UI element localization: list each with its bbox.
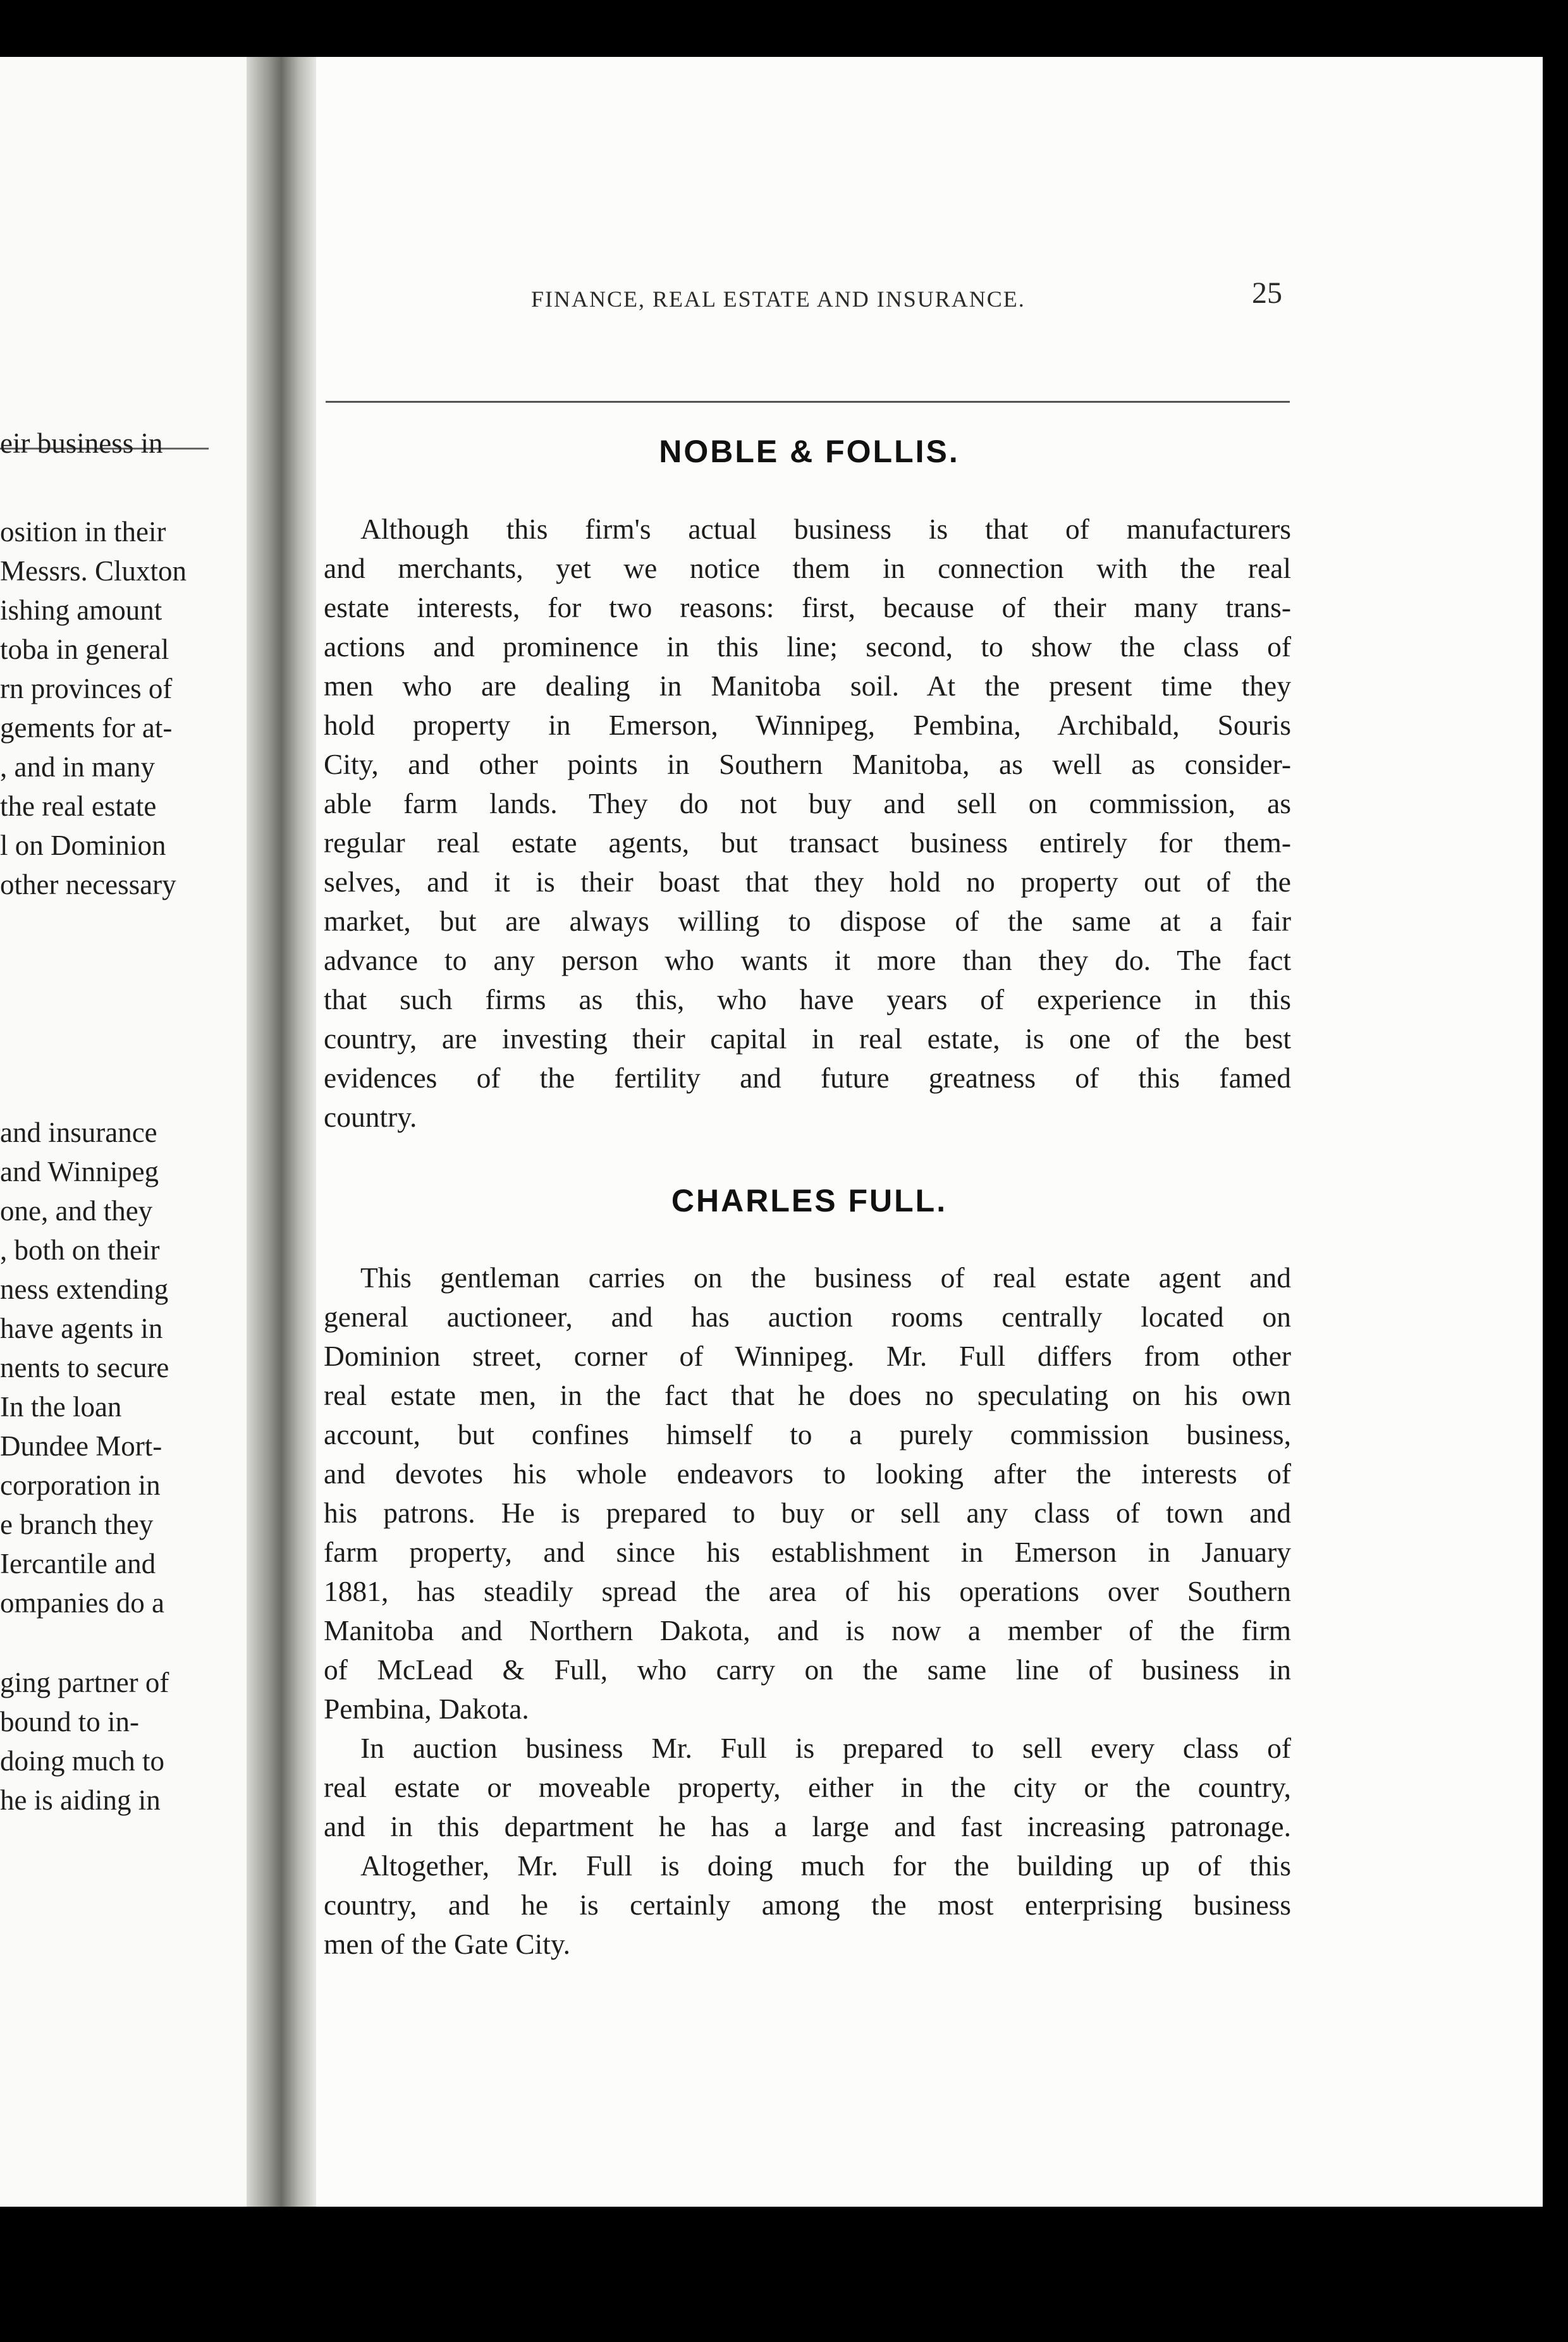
charles-full-paragraph-2 [324,1729,1291,1846]
text-line: In auction business Mr. Full is prepared to sell every class of [360,1732,1291,1764]
left-line: Iercantile and [0,1548,156,1579]
left-line: Dundee Mort- [0,1430,162,1462]
left-line: ishing amount [0,594,162,626]
left-line: ging partner of [0,1667,169,1698]
left-line: and Winnipeg [0,1156,159,1187]
left-line: e branch they [0,1509,154,1540]
section-heading-charles-full: CHARLES FULL. [671,1183,948,1218]
book-gutter [247,57,316,2207]
left-line: have agents in [0,1313,163,1344]
left-text-group-3 [0,1663,228,1820]
section-heading-noble-follis: NOBLE & FOLLIS. [659,434,960,469]
text-line: actions and prominence in this line; second, to show the class of [324,630,1291,663]
left-line: toba in general [0,634,169,665]
text-line: Altogether, Mr. Full is doing much for the building up of this [360,1849,1291,1882]
text-line: country, are investing their capital in real estate, is one of the best [324,1022,1291,1055]
text-line: market, but are always willing to dispose of the same at a fair [324,905,1291,937]
left-top-line: eir business in [0,427,163,459]
text-line: able farm lands. They do not buy and sell on commission, as [324,787,1291,819]
left-text-group-2 [0,1113,228,1622]
left-facing-page [0,57,247,2207]
left-line: the real estate [0,790,157,822]
left-line: osition in their [0,516,166,548]
text-line: real estate men, in the fact that he does no speculating on his own [324,1379,1291,1411]
text-line: men of the Gate City. [324,1928,571,1960]
text-line: and devotes his whole endeavors to looking after the interests of [324,1457,1291,1490]
text-line: and in this department he has a large and fast increasing patronage. [324,1810,1291,1842]
left-text-group-1 [0,512,228,904]
left-line: corporation in [0,1469,161,1501]
left-line: ompanies do a [0,1587,164,1619]
text-line: Dominion street, corner of Winnipeg. Mr. Full differs from other [324,1340,1291,1372]
text-line: his patrons. He is prepared to buy or sell any class of town and [324,1497,1291,1529]
text-line: account, but confines himself to a purely commission business, [324,1418,1291,1450]
charles-full-paragraph-1 [324,1258,1291,1729]
left-line: nents to secure [0,1352,169,1383]
page-number: 25 [1252,276,1282,310]
noble-follis-paragraph [324,510,1291,1137]
left-line: , and in many [0,751,155,783]
left-line: he is aiding in [0,1784,161,1816]
text-line: that such firms as this, who have years of experience in this [324,983,1291,1015]
text-line: Although this firm's actual business is that of manufacturers [360,513,1291,545]
left-line: and insurance [0,1117,157,1148]
left-line: rn provinces of [0,673,173,704]
text-line: Pembina, Dakota. [324,1693,529,1725]
text-line: This gentleman carries on the business of real estate agent and [360,1261,1291,1294]
text-line: hold property in Emerson, Winnipeg, Pembina, Archibald, Souris [324,709,1291,741]
left-line: Messrs. Cluxton [0,555,187,587]
text-line: country. [324,1101,417,1133]
left-line: ness extending [0,1273,169,1305]
text-line: evidences of the fertility and future greatness of this famed [324,1062,1291,1094]
text-line: selves, and it is their boast that they hold no property out of the [324,866,1291,898]
left-line: gements for at- [0,712,173,744]
text-line: Manitoba and Northern Dakota, and is now a member of the firm [324,1614,1291,1646]
text-line: regular real estate agents, but transact business entirely for them- [324,826,1291,859]
left-line: other necessary [0,869,176,900]
left-line: bound to in- [0,1706,139,1738]
text-line: advance to any person who wants it more than they do. The fact [324,944,1291,976]
left-line: doing much to [0,1745,164,1777]
text-line: City, and other points in Southern Manitoba, as well as consider- [324,748,1291,780]
text-line: estate interests, for two reasons: first, because of their many trans- [324,591,1291,623]
text-line: farm property, and since his establishment in Emerson in January [324,1536,1291,1568]
text-line: and merchants, yet we notice them in connection with the real [324,552,1291,584]
text-line: men who are dealing in Manitoba soil. At the present time they [324,670,1291,702]
left-line: l on Dominion [0,830,166,861]
header-rule [326,401,1290,403]
text-line: of McLead & Full, who carry on the same line of business in [324,1653,1291,1686]
left-line: , both on their [0,1234,160,1266]
left-line: In the loan [0,1391,122,1423]
text-line: general auctioneer, and has auction rooms centrally located on [324,1301,1291,1333]
text-line: country, and he is certainly among the most enterprising business [324,1889,1291,1921]
text-line: real estate or moveable property, either in the city or the country, [324,1771,1291,1803]
running-title: FINANCE, REAL ESTATE AND INSURANCE. [531,286,1026,312]
left-line: one, and they [0,1195,153,1227]
charles-full-paragraph-3 [324,1846,1291,1964]
text-line: 1881, has steadily spread the area of his operations over Southern [324,1575,1291,1607]
